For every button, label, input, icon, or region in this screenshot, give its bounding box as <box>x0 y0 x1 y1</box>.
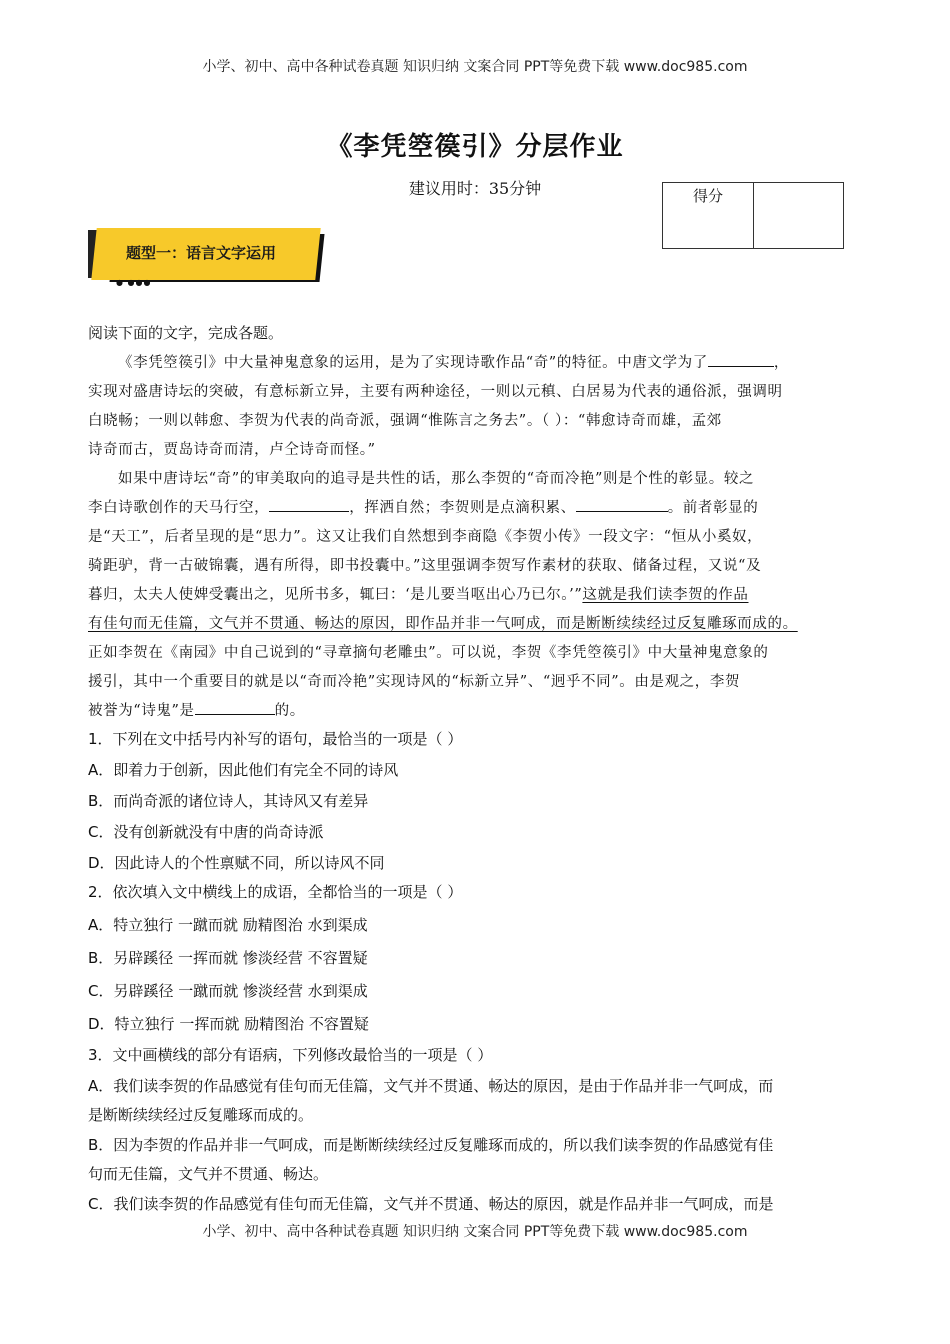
blank-3[interactable] <box>576 497 668 512</box>
score-box <box>662 182 844 249</box>
option-c[interactable]: C．我们读李贺的作品感觉有佳句而无佳篇，文气并不贯通、畅达的原因，就是作品并非一气呵成，而是 <box>88 1195 774 1213</box>
passage-line: 李白诗歌创作的天马行空， ，挥洒自然；李贺则是点滴积累、 。前者彰显的 <box>88 496 758 517</box>
question-stem: 1．下列在文中括号内补写的语句，最恰当的一项是（ ） <box>88 730 463 748</box>
instruction: 阅读下面的文字，完成各题。 <box>88 324 284 342</box>
page-header: 小学、初中、高中各种试卷真题 知识归纳 文案合同 PPT等免费下载 www.doc985.com <box>202 59 748 75</box>
passage-line: 援引，其中一个重要目的就是以“奇而冷艳”实现诗风的“标新立异”、“迥乎不同”。由是观之，李贺 <box>88 674 741 690</box>
section-banner: 题型一：语言文字运用 ● ●●● <box>88 228 324 280</box>
option-c[interactable]: C．没有创新就没有中唐的尚奇诗派 <box>88 823 324 841</box>
option-a[interactable]: A．我们读李贺的作品感觉有佳句而无佳篇，文气并不贯通、畅达的原因，是由于作品并非一气呵成，而 <box>88 1077 774 1095</box>
option-c[interactable]: C．另辟蹊径 一蹴而就 惨淡经营 水到渠成 <box>88 982 368 1000</box>
question-stem: 2．依次填入文中横线上的成语，全都恰当的一项是（ ） <box>88 883 463 901</box>
passage-line: 被誉为“诗鬼”是 的。 <box>88 699 305 720</box>
underlined-sentence: 有佳句而无佳篇，文气并不贯通、畅达的原因，即作品并非一气呵成，而是断断续续经过反复雕琢而成的。 <box>88 616 798 632</box>
passage-line: 白晓畅；一则以韩愈、李贺为代表的尚奇派，强调“惟陈言之务去”。（ ）：“韩愈诗奇而雄，孟郊 <box>88 413 722 429</box>
option-d[interactable]: D．特立独行 一挥而就 励精图治 不容置疑 <box>88 1015 369 1033</box>
passage-line: 如果中唐诗坛“奇”的审美取向的追寻是共性的话，那么李贺的“奇而冷艳”则是个性的彰显。较之 <box>118 471 755 487</box>
blank-4[interactable] <box>195 700 275 715</box>
passage-line: 是“天工”，后者呈现的是“思力”。这又让我们自然想到李商隐《李贺小传》一段文字：“恒从小奚奴， <box>88 529 763 545</box>
blank-2[interactable] <box>269 497 349 512</box>
option-b[interactable]: B．另辟蹊径 一挥而就 惨淡经营 不容置疑 <box>88 949 368 967</box>
blank-1[interactable] <box>708 352 774 367</box>
passage-line: 实现对盛唐诗坛的突破，有意标新立异，主要有两种途径，一则以元稹、白居易为代表的通俗派，强调明 <box>88 384 783 400</box>
option-b[interactable]: B．因为李贺的作品并非一气呵成，而是断断续续经过反复雕琢而成的，所以我们读李贺的作品感觉有佳 <box>88 1136 774 1154</box>
underlined-sentence: 这就是我们读李贺的作品 <box>582 587 749 603</box>
passage-line: 暮归，太夫人使婢受囊出之，见所书多，辄曰：‘是儿要当呕出心乃已尔。’”这就是我们读李贺的作品 <box>88 587 749 603</box>
score-cell[interactable] <box>754 183 843 248</box>
passage-line: 《李凭箜篌引》中大量神鬼意象的运用，是为了实现诗歌作品“奇”的特征。中唐文学为了 ， <box>118 351 789 372</box>
passage-line: 正如李贺在《南园》中自己说到的“寻章摘句老雕虫”。可以说，李贺《李凭箜篌引》中大量神鬼意象的 <box>88 645 769 661</box>
option-b-cont: 句而无佳篇，文气并不贯通、畅达。 <box>88 1165 329 1183</box>
option-d[interactable]: D．因此诗人的个性禀赋不同，所以诗风不同 <box>88 854 385 872</box>
option-a-cont: 是断断续续经过反复雕琢而成的。 <box>88 1106 314 1124</box>
option-a[interactable]: A．即着力于创新，因此他们有完全不同的诗风 <box>88 761 399 779</box>
section-label: 题型一：语言文字运用 <box>126 244 277 262</box>
page-footer: 小学、初中、高中各种试卷真题 知识归纳 文案合同 PPT等免费下载 www.doc985.com <box>202 1224 748 1240</box>
suggested-time: 建议用时：35分钟 <box>408 179 542 198</box>
passage-line: 骑距驴，背一古破锦囊，遇有所得，即书投囊中。”这里强调李贺写作素材的获取、储备过程，又说“及 <box>88 558 762 574</box>
passage-line: 诗奇而古，贾岛诗奇而清，卢仝诗奇而怪。” <box>88 442 376 458</box>
option-a[interactable]: A．特立独行 一蹴而就 励精图治 水到渠成 <box>88 916 368 934</box>
question-stem: 3．文中画横线的部分有语病，下列修改最恰当的一项是（ ） <box>88 1046 493 1064</box>
option-b[interactable]: B．而尚奇派的诸位诗人，其诗风又有差异 <box>88 792 369 810</box>
page-title: 《李凭箜篌引》分层作业 <box>326 132 624 162</box>
score-label: 得分 <box>663 183 754 248</box>
